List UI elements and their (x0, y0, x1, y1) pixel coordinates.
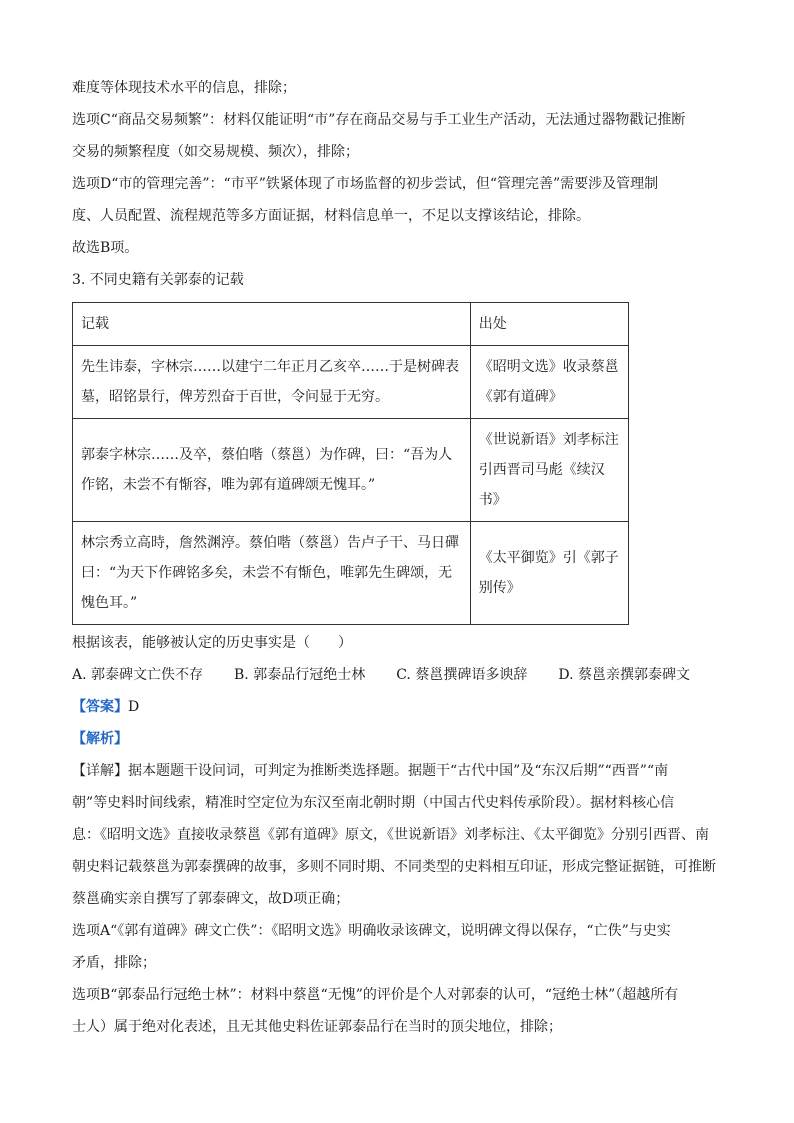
analysis-label: 【解析】 (72, 731, 128, 747)
text-line: 【详解】据本题题干设问词，可判定为推断类选择题。据题干“古代中国”及“东汉后期”“西晋”“南 (72, 763, 669, 779)
answer-label: 【答案】 (72, 699, 128, 715)
table-row (73, 419, 629, 522)
option-c: C. 蔡邕撰碑语多谀辞 (396, 667, 528, 683)
document-page (72, 72, 727, 1043)
table-cell-record: 林宗秀立高時，詹然渊渟。蔡伯喈（蔡邕）告卢子干、马日磾曰：“为天下作碑铭多矣，未尝不有惭色，唯郭先生碑颂，无愧色耳。” (73, 522, 471, 625)
answer-line (72, 691, 727, 723)
table-header-cell: 记载 (73, 303, 471, 346)
analysis-heading (72, 723, 727, 755)
option-b: B. 郭泰品行冠绝士林 (234, 667, 366, 683)
text-line: 选项B“郭泰品行冠绝士林”：材料中蔡邕“无愧”的评价是个人对郭泰的认可，“冠绝士林”（超越所有 (72, 987, 679, 1003)
answer-value: D (128, 699, 140, 715)
table-cell-source: 《昭明文选》收录蔡邕《郭有道碑》 (470, 346, 628, 419)
text-line: 故选B项。 (72, 240, 139, 256)
table-cell-record: 先生讳泰，字林宗……以建宁二年正月乙亥卒……于是树碑表墓，昭铭景行，俾芳烈奋于百世，令问显于无穷。 (73, 346, 471, 419)
analysis-body (72, 755, 727, 1043)
analysis-continuation (72, 72, 727, 264)
question-prompt: 根据该表，能够被认定的历史事实是（ ） (72, 635, 352, 651)
text-line: 选项D“市的管理完善”：“市平”铁紧体现了市场监督的初步尝试，但“管理完善”需要涉及管理制 (72, 176, 659, 192)
table-cell-source: 《太平御览》引《郭子别传》 (470, 522, 628, 625)
question-title: 3. 不同史籍有关郭泰的记载 (72, 272, 244, 288)
text-line: 度、人员配置、流程规范等多方面证据，材料信息单一，不足以支撑该结论，排除。 (72, 208, 590, 224)
text-line: 交易的频繁程度（如交易规模、频次），排除； (72, 144, 359, 160)
records-table (72, 302, 629, 625)
text-line: 难度等体现技术水平的信息，排除； (72, 80, 296, 96)
text-line: 息：《昭明文选》直接收录蔡邕《郭有道碑》原文，《世说新语》刘孝标注、《太平御览》分别引西晋、南 (72, 827, 709, 843)
text-line: 矛盾，排除； (72, 955, 156, 971)
text-line: 朝”等史料时间线索，精准时空定位为东汉至南北朝时期（中国古代史料传承阶段）。据材料核心信 (72, 795, 675, 811)
table-header-cell: 出处 (470, 303, 628, 346)
text-line: 蔡邕确实亲自撰写了郭泰碑文，故D项正确； (72, 891, 350, 907)
text-line: 士人）属于绝对化表述，且无其他史料佐证郭泰品行在当时的顶尖地位，排除； (72, 1019, 562, 1035)
table-header-row (73, 303, 629, 346)
table-cell-record: 郭泰字林宗……及卒，蔡伯喈（蔡邕）为作碑，曰：“吾为人作铭，未尝不有惭容，唯为郭有道碑颂无愧耳。” (73, 419, 471, 522)
table-cell-source: 《世说新语》刘孝标注引西晋司马彪《续汉书》 (470, 419, 628, 522)
table-row (73, 346, 629, 419)
text-line: 选项C“商品交易频繁”：材料仅能证明“市”存在商品交易与手工业生产活动，无法通过器物戳记推断 (72, 112, 686, 128)
option-a: A. 郭泰碑文亡佚不存 (72, 667, 204, 683)
option-d: D. 蔡邕亲撰郭泰碑文 (558, 667, 690, 683)
answer-options (72, 659, 727, 691)
table-row (73, 522, 629, 625)
text-line: 选项A“《郭有道碑》碑文亡佚”：《昭明文选》明确收录该碑文，说明碑文得以保存，“亡佚”与史实 (72, 923, 671, 939)
text-line: 朝史料记载蔡邕为郭泰撰碑的故事，多则不同时期、不同类型的史料相互印证，形成完整证据链，可推断 (72, 859, 716, 875)
